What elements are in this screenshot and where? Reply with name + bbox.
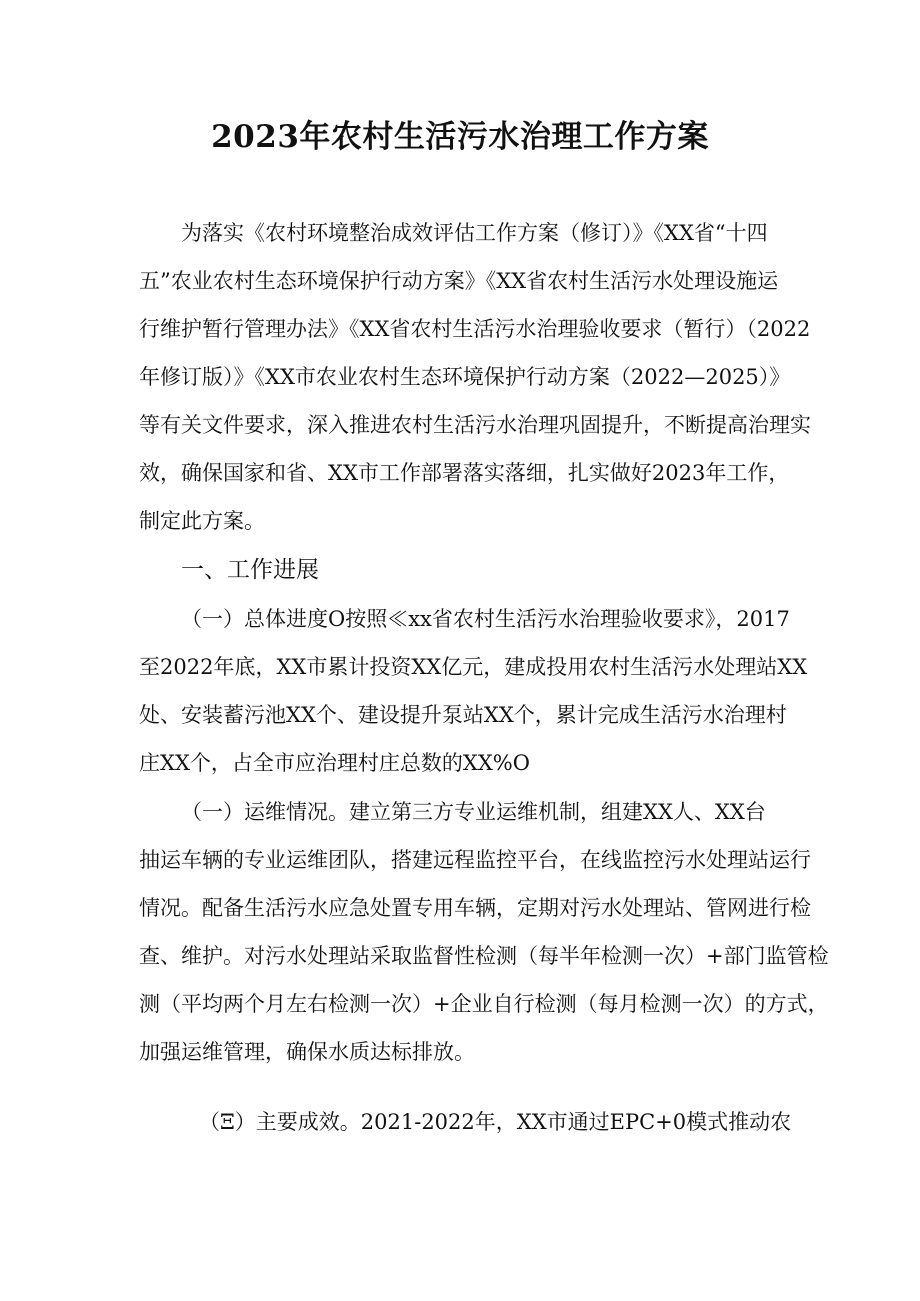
operations-line-6: 加强运维管理，确保水质达标排放。 bbox=[139, 1040, 475, 1064]
operations-line-4: 查、维护。对污水处理站采取监督性检测（每半年检测一次）+部门监管检 bbox=[139, 944, 829, 968]
progress-line-4: 庄XX个，占全市应治理村庄总数的XX%O bbox=[139, 751, 530, 775]
intro-line-7: 制定此方案。 bbox=[139, 509, 265, 533]
progress-line-1: （一）总体进度O按照≪xx省农村生活污水治理验收要求》，2017 bbox=[181, 607, 790, 631]
intro-line-3: 行维护暂行管理办法》《XX省农村生活污水治理验收要求（暂行）（2022 bbox=[139, 317, 811, 341]
operations-line-2: 抽运车辆的专业运维团队，搭建远程监控平台，在线监控污水处理站运行 bbox=[139, 848, 811, 872]
intro-line-1: 为落实《农村环境整治成效评估工作方案（修订）》《XX省“十四 bbox=[181, 221, 768, 245]
intro-line-6: 效，确保国家和省、XX市工作部署落实落细，扎实做好2023年工作， bbox=[139, 461, 790, 485]
progress-line-2: 至2022年底，XX市累计投资XX亿元，建成投用农村生活污水处理站XX bbox=[139, 655, 808, 679]
intro-line-4: 年修订版）》《XX市农业农村生态环境保护行动方案（2022—2025）》 bbox=[139, 365, 791, 389]
operations-line-3: 情况。配备生活污水应急处置专用车辆，定期对污水处理站、管网进行检 bbox=[139, 896, 811, 920]
intro-line-2: 五”农业农村生态环境保护行动方案》《XX省农村生活污水处理设施运 bbox=[139, 269, 779, 293]
intro-line-5: 等有关文件要求，深入推进农村生活污水治理巩固提升，不断提高治理实 bbox=[139, 413, 811, 437]
progress-line-3: 处、安装蓄污池XX个、建设提升泵站XX个，累计完成生活污水治理村 bbox=[139, 703, 787, 727]
operations-line-1: （一）运维情况。建立第三方专业运维机制，组建XX人、XX台 bbox=[181, 800, 766, 824]
document-title: 2023年农村生活污水治理工作方案 bbox=[211, 119, 709, 155]
section-heading: 一、工作进展 bbox=[181, 557, 319, 583]
operations-line-5: 测（平均两个月左右检测一次）+企业自行检测（每月检测一次）的方式， bbox=[139, 992, 829, 1016]
results-line-1: （Ξ）主要成效。2021-2022年，XX市通过EPC+0模式推动农 bbox=[199, 1110, 792, 1134]
